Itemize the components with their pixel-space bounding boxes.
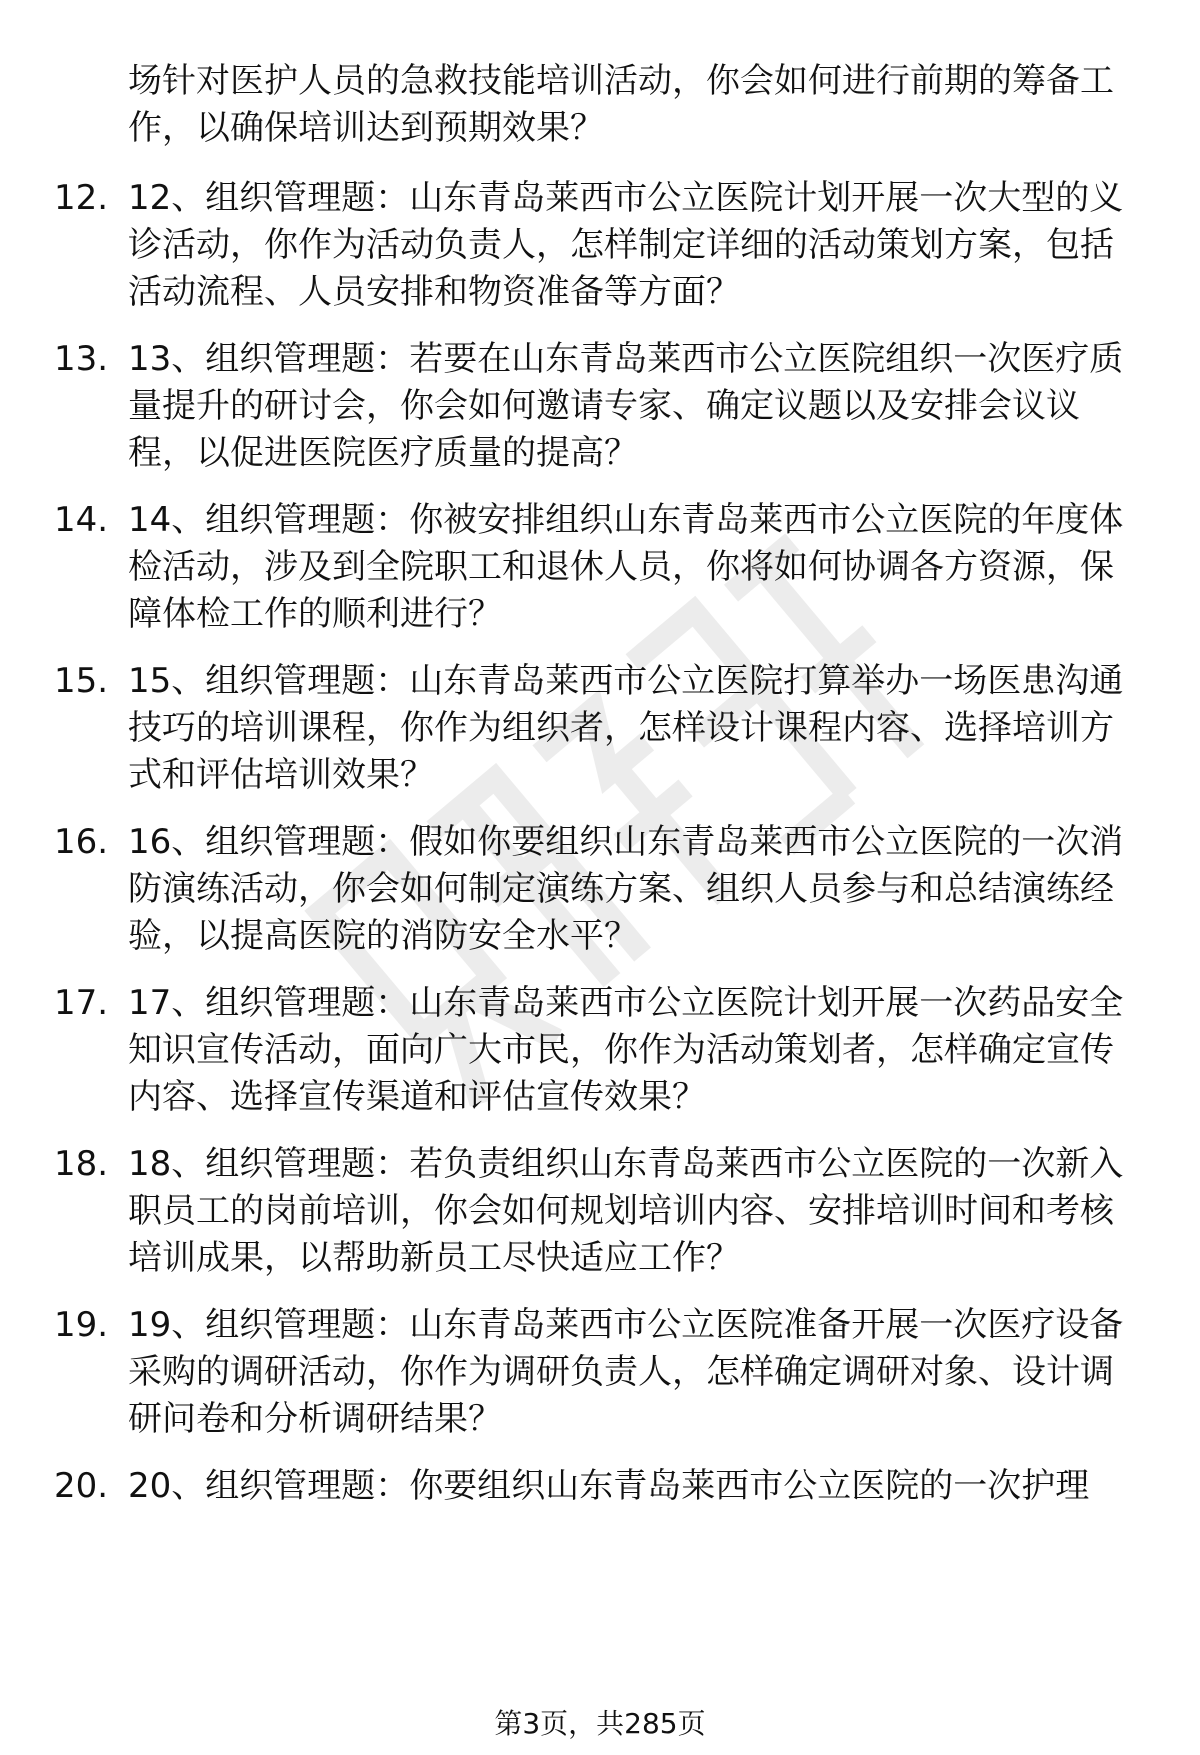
list-item-text: 18、组织管理题：若负责组织山东青岛莱西市公立医院的一次新入职员工的岗前培训，你会如何规划培训内容、安排培训时间和考核培训成果，以帮助新员工尽快适应工作？ [128,1144,1124,1278]
list-item-text: 20、组织管理题：你要组织山东青岛莱西市公立医院的一次护理 [128,1466,1090,1506]
page-footer: 第3页，共285页 [494,1707,706,1740]
list-item-text: 14、组织管理题：你被安排组织山东青岛莱西市公立医院的年度体检活动，涉及到全院职工和退休人员，你将如何协调各方资源，保障体检工作的顺利进行？ [128,500,1124,634]
list-item-number: 12. [54,178,109,218]
list-item-number: 19. [54,1305,109,1345]
list-item-number: 18. [54,1144,109,1184]
list-item-number: 20. [54,1466,109,1506]
list-item-text: 15、组织管理题：山东青岛莱西市公立医院打算举办一场医患沟通技巧的培训课程，你作为组织者，怎样设计课程内容、选择培训方式和评估培训效果？ [128,661,1124,795]
list-item-number: 13. [54,339,109,379]
list-item-number: 15. [54,661,109,701]
list-item-number: 17. [54,983,109,1023]
list-item-text: 13、组织管理题：若要在山东青岛莱西市公立医院组织一次医疗质量提升的研讨会，你会如何邀请专家、确定议题以及安排会议议程，以促进医院医疗质量的提高？ [128,339,1124,473]
list-item-text: 16、组织管理题：假如你要组织山东青岛莱西市公立医院的一次消防演练活动，你会如何制定演练方案、组织人员参与和总结演练经验，以提高医院的消防安全水平？ [128,822,1124,956]
list-item-number: 14. [54,500,109,540]
list-item-text: 12、组织管理题：山东青岛莱西市公立医院计划开展一次大型的义诊活动，你作为活动负责人，怎样制定详细的活动策划方案，包括活动流程、人员安排和物资准备等方面？ [128,178,1124,312]
list-item-number: 16. [54,822,109,862]
list-item-text: 19、组织管理题：山东青岛莱西市公立医院准备开展一次医疗设备采购的调研活动，你作为调研负责人，怎样确定调研对象、设计调研问卷和分析调研结果？ [128,1305,1124,1439]
continuation-paragraph: 场针对医护人员的急救技能培训活动，你会如何进行前期的筹备工作，以确保培训达到预期效果？ [128,61,1114,148]
list-item-text: 17、组织管理题：山东青岛莱西市公立医院计划开展一次药品安全知识宣传活动，面向广大市民，你作为活动策划者，怎样确定宣传内容、选择宣传渠道和评估宣传效果？ [128,983,1124,1117]
